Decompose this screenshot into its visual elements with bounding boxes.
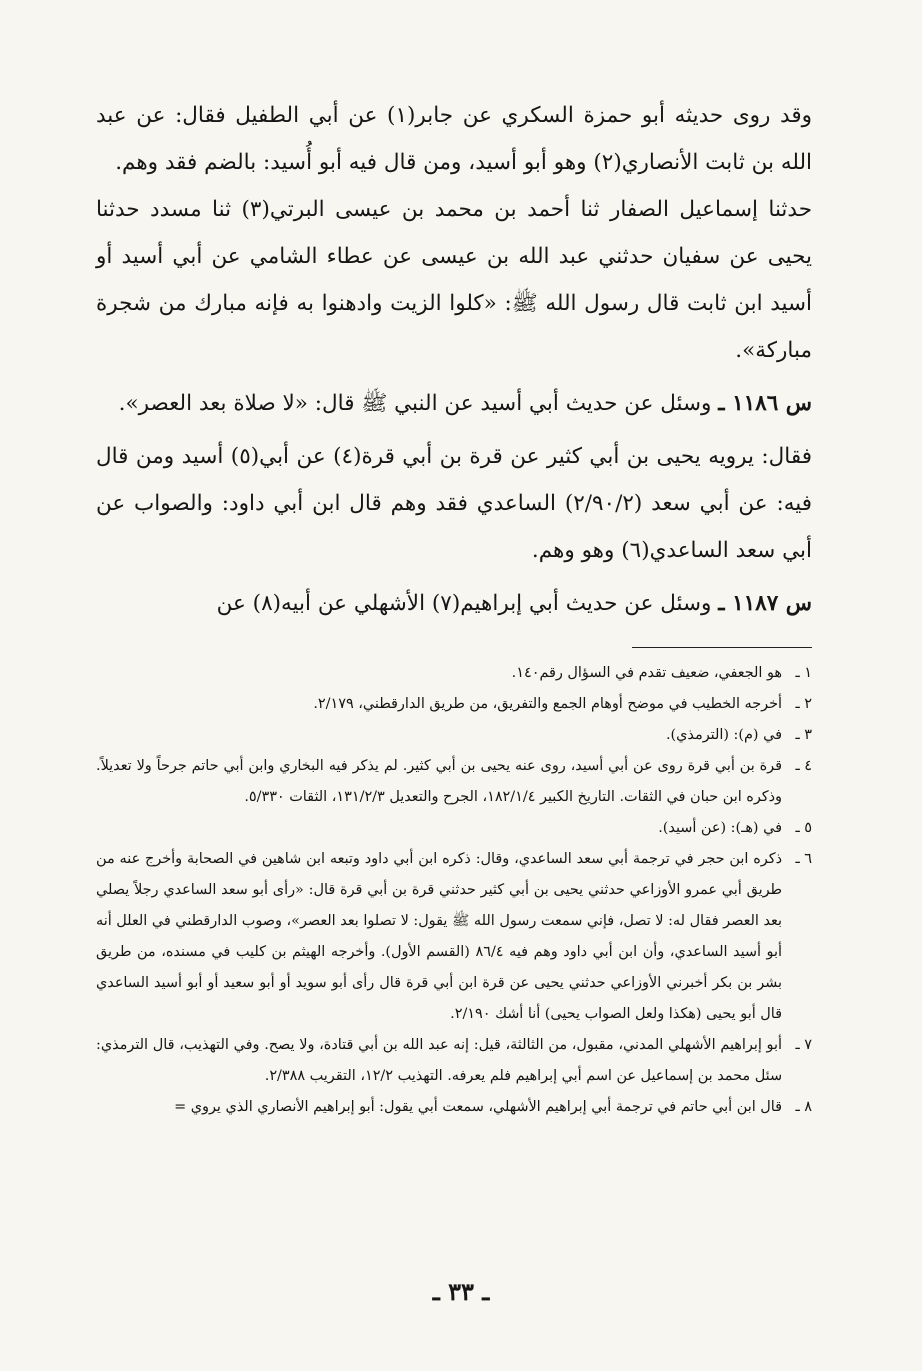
footnote-number: ٥ ـ: [795, 820, 812, 836]
footnote-text: أخرجه الخطيب في موضح أوهام الجمع والتفريق، من طريق الدارقطني، ٢/١٧٩.: [313, 696, 782, 712]
footnote-number: ١ ـ: [795, 665, 812, 681]
footnote-text: قرة بن أبي قرة روى عن أبي أسيد، روى عنه يحيى بن أبي كثير. لم يذكر فيه البخاري وابن أبي حاتم جرحاً ولا تعديلاً. وذكره ابن حبان في الثقات. التاريخ الكبير ١٨٢/١/٤، الجرح والتعديل ١٣١/٢/٣، الثقات ٥/٣٣٠.: [96, 758, 782, 805]
footnote-text: قال ابن أبي حاتم في ترجمة أبي إبراهيم الأشهلي، سمعت أبي يقول: أبو إبراهيم الأنصاري الذي يروي =: [174, 1099, 782, 1115]
question-1186: [96, 380, 812, 427]
footnote-number: ٢ ـ: [795, 696, 812, 712]
paragraph-1: وقد روى حديثه أبو حمزة السكري عن جابر(١) عن أبي الطفيل فقال: عن عبد الله بن ثابت الأنصاري(٢) وهو أبو أسيد، ومن قال فيه أبو أُسيد: بالضم فقد وهم.: [96, 103, 812, 175]
footnote: [96, 813, 812, 844]
footnote-separator: [96, 647, 812, 648]
footnote-number: ٨ ـ: [795, 1099, 812, 1115]
main-text: [96, 92, 812, 627]
question-number: س ١١٨٧ ـ: [718, 591, 812, 616]
footnote-number: ٣ ـ: [795, 727, 812, 743]
footnote-text: ذكره ابن حجر في ترجمة أبي سعد الساعدي، وقال: ذكره ابن أبي داود وتبعه ابن شاهين في الصحابة وأخرج عنه من طريق أبي عمرو الأوزاعي حدثني يحيى بن أبي كثير حدثني قرة بن أبي قرة قال: «رأى أبو سعد الساعدي رجلاً يصلي بعد العصر فقال له: لا تصل، فإني سمعت رسول الله ﷺ يقول: لا تصلوا بعد العصر»، وصوب الدارقطني في العلل أنه أبو أسيد الساعدي، وأن ابن أبي داود وهم فيه ٨٦/٤ (القسم الأول). وأخرجه الهيثم بن كليب في مسنده، من طريق بشر بن بكر أخبرني الأوزاعي حدثني يحيى عن قرة ابن أبي قرة قال رأى أبو سويد أو أبو سعيد أو أبو أسيد الساعدي قال أبو يحيى (هكذا ولعل الصواب يحيى) أنا أشك ٢/١٩٠.: [95, 851, 782, 1022]
question-text: وسئل عن حديث أبي أسيد عن النبي ﷺ قال: «لا صلاة بعد العصر».: [118, 391, 712, 416]
footnote: [96, 720, 812, 751]
footnote: [96, 1030, 812, 1092]
footnote-text: في (هـ): (عن أسيد).: [658, 820, 782, 836]
page-number: ـ ٣٣ ـ: [432, 1277, 490, 1306]
footnote: [96, 658, 812, 689]
footnote-text: أبو إبراهيم الأشهلي المدني، مقبول، من الثالثة، قيل: إنه عبد الله بن أبي قتادة، ولا يصح. وفي التهذيب، قال الترمذي: سئل محمد بن إسماعيل عن اسم أبي إبراهيم فلم يعرفه. التهذيب ١٢/٢، التقريب ٢/٣٨٨.: [96, 1037, 782, 1084]
paragraph-2: حدثنا إسماعيل الصفار ثنا أحمد بن محمد بن عيسى البرتي(٣) ثنا مسدد حدثنا يحيى عن سفيان حدثني عبد الله بن عيسى عن عطاء الشامي عن أبي أسيد أو أسيد ابن ثابت قال رسول الله ﷺ: «كلوا الزيت وادهنوا به فإنه مبارك من شجرة مباركة».: [96, 197, 812, 363]
question-text: وسئل عن حديث أبي إبراهيم(٧) الأشهلي عن أبيه(٨) عن: [216, 591, 712, 616]
footnote-number: ٦ ـ: [795, 851, 812, 867]
footnote: [96, 689, 812, 720]
footnote: [96, 1092, 812, 1123]
footnote-text: هو الجعفي، ضعيف تقدم في السؤال رقم١٤٠.: [511, 665, 782, 681]
question-1187: [96, 580, 812, 627]
footnote: [96, 751, 812, 813]
footnote-text: في (م): (الترمذي).: [665, 727, 782, 743]
page-body: [96, 92, 812, 1123]
footnote: [96, 844, 812, 1030]
paragraph-3: فقال: يرويه يحيى بن أبي كثير عن قرة بن أبي قرة(٤) عن أبي(٥) أسيد ومن قال فيه: عن أبي سعد (٢/٩٠/٢) الساعدي فقد وهم قال ابن أبي داود: والصواب عن أبي سعد الساعدي(٦) وهو وهم.: [96, 444, 812, 563]
question-number: س ١١٨٦ ـ: [718, 391, 812, 416]
footnotes: [96, 658, 812, 1123]
footnote-number: ٧ ـ: [795, 1037, 812, 1053]
separator-line: [632, 647, 812, 648]
footnote-number: ٤ ـ: [795, 758, 812, 774]
